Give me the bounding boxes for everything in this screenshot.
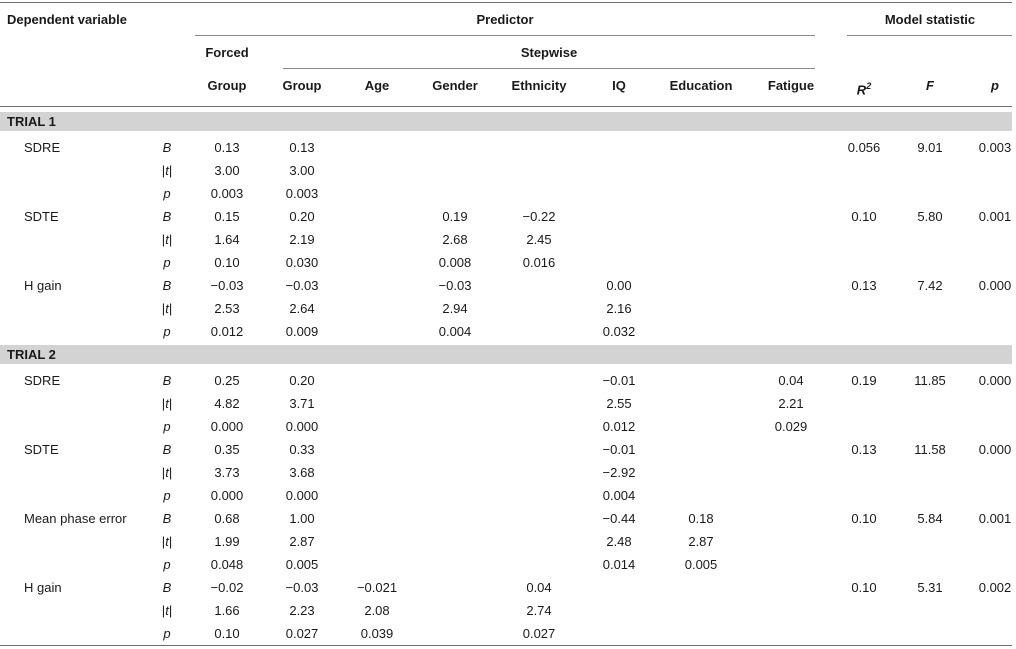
stat-label-bar: | [161,534,166,549]
stat-label-t: t [165,232,169,247]
coefficient-cell: 3.68 [289,465,315,480]
column-header-iq: IQ [612,78,626,93]
column-header-ethnicity: Ethnicity [511,78,567,93]
coefficient-cell: 0.10 [214,255,240,270]
stat-label: B [162,373,172,388]
coefficient-cell: 0.04 [526,580,552,595]
coefficient-cell: 0.13 [214,140,240,155]
stat-label: p [163,324,171,339]
model-r-squared: 0.13 [851,442,877,457]
coefficient-cell: 0.13 [289,140,315,155]
model-f-value: 11.85 [914,373,946,388]
stat-label: p [163,255,171,270]
stat-label-bar: | [161,465,166,480]
coefficient-cell: −0.44 [602,511,636,526]
coefficient-cell: −0.03 [210,278,244,293]
coefficient-cell: 0.04 [778,373,804,388]
stat-label: B [162,511,172,526]
stat-label [162,396,172,412]
coefficient-cell: 0.032 [602,324,636,339]
coefficient-cell: 2.68 [442,232,468,247]
coefficient-cell: 2.87 [289,534,315,549]
stat-label-bar: | [161,301,166,316]
model-p-header: p [991,78,999,93]
coefficient-cell: 0.030 [285,255,319,270]
dependent-variable-name: SDTE [24,209,59,224]
stat-label-t: t [165,465,169,480]
coefficient-cell: 1.66 [214,603,240,618]
stat-label [162,163,172,179]
stat-label-bar: | [168,534,173,549]
coefficient-cell: 2.74 [526,603,552,618]
stat-label-bar: | [161,163,166,178]
coefficient-cell: 0.68 [214,511,240,526]
column-header-stepwise-group: Group [282,78,322,93]
model-r-squared: 0.10 [851,511,877,526]
coefficient-cell: 0.25 [214,373,240,388]
model-r-squared: 0.19 [851,373,877,388]
section-title: TRIAL 2 [7,347,56,362]
coefficient-cell: 2.87 [688,534,714,549]
stat-label-t: t [165,534,169,549]
dependent-variable-name: SDRE [24,140,61,155]
stat-label-bar: | [161,603,166,618]
coefficient-cell: 0.33 [289,442,315,457]
coefficient-cell: 0.20 [289,209,315,224]
stat-label-bar: | [168,603,173,618]
coefficient-cell: 0.029 [774,419,808,434]
bottom-rule [0,645,1012,646]
stat-label-bar: | [161,396,166,411]
model-p-value: 0.001 [978,511,1012,526]
stat-label-bar: | [161,232,166,247]
model-statistic-header: Model statistic [884,12,976,27]
coefficient-cell: 2.64 [289,301,315,316]
coefficient-cell: 0.009 [285,324,319,339]
stat-label: B [162,278,172,293]
coefficient-cell: 2.94 [442,301,468,316]
stat-label: p [163,557,171,572]
coefficient-cell: 0.014 [602,557,636,572]
model-f-value: 11.58 [914,442,946,457]
stat-label: p [163,626,171,641]
stat-label [162,534,172,550]
stat-label: B [162,580,172,595]
coefficient-cell: 2.19 [289,232,315,247]
coefficient-cell: 3.73 [214,465,240,480]
dependent-variable-name: H gain [24,278,62,293]
model-p-value: 0.000 [978,373,1012,388]
stepwise-header: Stepwise [520,45,578,60]
dependent-variable-name: H gain [24,580,62,595]
stat-label-bar: | [168,301,173,316]
model-p-value: 0.002 [978,580,1012,595]
stat-label: p [163,419,171,434]
stat-label: B [162,209,172,224]
stat-label-bar: | [168,163,173,178]
coefficient-cell: 0.004 [438,324,472,339]
section-title: TRIAL 1 [7,114,56,129]
model-r-squared: 0.10 [851,580,877,595]
stat-label-t: t [165,396,169,411]
model-f-value: 7.42 [917,278,943,293]
coefficient-cell: 0.027 [285,626,319,641]
coefficient-cell: 0.003 [285,186,319,201]
coefficient-cell: 1.64 [214,232,240,247]
model-r-squared: 0.13 [851,278,877,293]
dependent-variable-name: Mean phase error [24,511,127,526]
stat-label: B [162,442,172,457]
coefficient-cell: 4.82 [214,396,240,411]
coefficient-cell: 0.004 [602,488,636,503]
section-band [0,345,1012,364]
model-r-squared: 0.056 [847,140,881,155]
predictor-header: Predictor [476,12,534,27]
coefficient-cell: 3.00 [289,163,315,178]
coefficient-cell: −0.03 [285,580,319,595]
coefficient-cell: 1.99 [214,534,240,549]
model-f-value: 5.84 [917,511,943,526]
stat-label-t: t [165,163,169,178]
dependent-variable-name: SDRE [24,373,61,388]
coefficient-cell: 2.53 [214,301,240,316]
coefficient-cell: 2.55 [606,396,632,411]
model-p-value: 0.001 [978,209,1012,224]
dependent-variable-header: Dependent variable [7,12,127,27]
model-f-value: 9.01 [917,140,943,155]
column-header-forced-group: Group [207,78,247,93]
stat-label [162,301,172,317]
stat-label [162,232,172,248]
coefficient-cell: 2.16 [606,301,632,316]
stat-label-bar: | [168,396,173,411]
coefficient-cell: 0.10 [214,626,240,641]
f-statistic-header: F [926,78,934,93]
model-r-squared: 0.10 [851,209,877,224]
coefficient-cell: 2.23 [289,603,315,618]
coefficient-cell: −0.021 [356,580,398,595]
coefficient-cell: −0.03 [285,278,319,293]
column-header-fatigue: Fatigue [767,78,815,93]
coefficient-cell: −0.01 [602,442,636,457]
coefficient-cell: 0.000 [285,419,319,434]
coefficient-cell: 0.048 [210,557,244,572]
coefficient-cell: 0.000 [285,488,319,503]
stat-label-bar: | [168,232,173,247]
coefficient-cell: 0.012 [602,419,636,434]
stat-label [162,603,172,619]
coefficient-cell: 0.19 [442,209,468,224]
coefficient-cell: 0.039 [360,626,394,641]
stat-label-t: t [165,301,169,316]
coefficient-cell: 3.00 [214,163,240,178]
coefficient-cell: 0.18 [688,511,714,526]
header-bottom-rule [0,106,1012,107]
coefficient-cell: 0.20 [289,373,315,388]
column-header-education: Education [669,78,733,93]
model-f-value: 5.31 [917,580,943,595]
coefficient-cell: 2.08 [364,603,390,618]
coefficient-cell: 2.45 [526,232,552,247]
coefficient-cell: 0.012 [210,324,244,339]
model-p-value: 0.003 [978,140,1012,155]
predictor-rule [195,35,815,36]
coefficient-cell: 3.71 [289,396,315,411]
column-header-gender: Gender [432,78,478,93]
dependent-variable-name: SDTE [24,442,59,457]
stat-label-bar: | [168,465,173,480]
stat-label: p [163,186,171,201]
coefficient-cell: −0.01 [602,373,636,388]
coefficient-cell: −0.03 [438,278,472,293]
coefficient-cell: 0.000 [210,488,244,503]
coefficient-cell: 1.00 [289,511,315,526]
stepwise-rule [283,68,815,69]
model-f-value: 5.80 [917,209,943,224]
coefficient-cell: −0.02 [210,580,244,595]
column-header-age: Age [364,78,390,93]
stat-label-t: t [165,603,169,618]
coefficient-cell: 0.008 [438,255,472,270]
coefficient-cell: 0.15 [214,209,240,224]
stat-label: B [162,140,172,155]
section-band [0,112,1012,131]
r-squared-header: $R^2$ [856,81,872,98]
forced-header: Forced [205,45,249,60]
top-rule [0,2,1012,3]
coefficient-cell: 0.003 [210,186,244,201]
coefficient-cell: 0.005 [285,557,319,572]
stat-label [162,465,172,481]
model-statistic-rule [847,35,1012,36]
coefficient-cell: −0.22 [522,209,556,224]
coefficient-cell: 2.48 [606,534,632,549]
coefficient-cell: 0.35 [214,442,240,457]
coefficient-cell: 0.005 [684,557,718,572]
model-p-value: 0.000 [978,278,1012,293]
coefficient-cell: 0.027 [522,626,556,641]
coefficient-cell: 0.00 [606,278,632,293]
model-p-value: 0.000 [978,442,1012,457]
coefficient-cell: 0.016 [522,255,556,270]
coefficient-cell: 2.21 [778,396,804,411]
coefficient-cell: −2.92 [602,465,636,480]
stat-label: p [163,488,171,503]
coefficient-cell: 0.000 [210,419,244,434]
